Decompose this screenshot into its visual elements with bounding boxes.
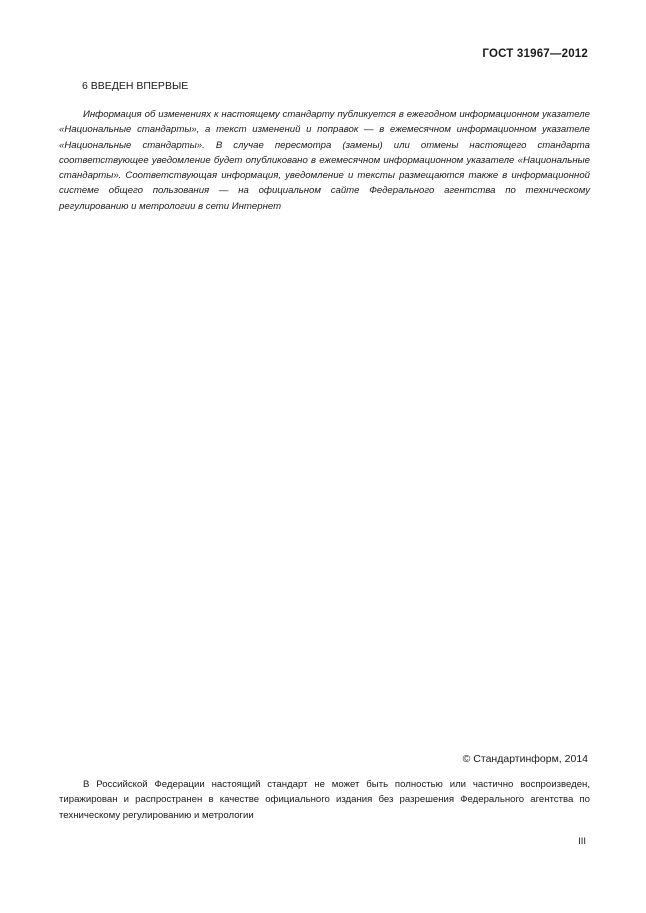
copyright-line: © Стандартинформ, 2014 xyxy=(462,753,588,765)
section-heading: 6 ВВЕДЕН ВПЕРВЫЕ xyxy=(82,80,189,92)
copyright-notice: В Российской Федерации настоящий стандарт не может быть полностью или частично воспроизведен, тиражирован и распространен в качестве официального издания без разрешения Федерального агентства по техническому регулированию и метрологии xyxy=(59,779,590,821)
info-paragraph: Информация об изменениях к настоящему стандарту публикуется в ежегодном информационном указателе «Национальные стандарты», а текст изменений и поправок — в ежемесячном информационном указателе «Национальные стандарты». В случае пересмотра (замены) или отмены настоящего стандарта соответствующее уведомление будет опубликовано в ежемесячном информационном указателе «Национальные стандарты». Соответствующая информация, уведомление и тексты размещаются также в информационной системе общего пользования — на официальном сайте Федерального агентства по техническому регулированию и метрологии в сети Интернет xyxy=(59,109,590,212)
page-number: III xyxy=(578,836,586,847)
document-code: ГОСТ 31967—2012 xyxy=(482,48,588,60)
